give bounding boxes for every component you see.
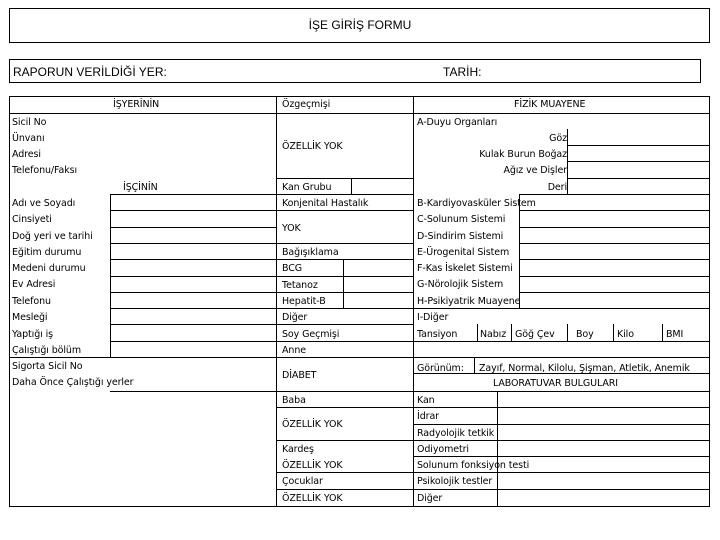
history-row-line [276,357,413,358]
system-divider [519,194,520,308]
lab-item: Psikolojik testler [417,476,493,487]
congenital-label: Konjenital Hastalık [282,198,369,209]
vital-divider [567,324,568,341]
appearance-divider [474,357,475,373]
worker-row-line [110,292,276,293]
lab-item: Odiyometri [417,444,469,455]
father-label: Baba [282,395,306,406]
no-feature-text: ÖZELLİK YOK [282,419,343,430]
worker-row-line [110,210,276,211]
exam-row-line [413,341,710,342]
exam-row-line [567,178,710,179]
exam-row-line [567,161,710,162]
exam-row-line [413,308,710,309]
system-item: B-Kardiyovasküler Sistem [417,198,536,209]
appearance-label: Görünüm: [417,363,464,374]
system-item: E-Ürogenital Sistem [417,247,510,258]
column-divider-2 [413,96,414,507]
exam-row-line [413,373,710,374]
worker-row-line [110,227,276,228]
worker-row-line [9,357,276,358]
exam-row-line [519,259,710,260]
history-row-line [276,259,413,260]
no-feature-text: ÖZELLİK YOK [282,141,343,152]
history-row-line [276,341,413,342]
lab-row-line [413,472,710,473]
siblings-label: Kardeş [282,444,314,455]
worker-field: Çalıştığı bölüm [12,345,81,356]
worker-field: Telefonu [12,296,51,307]
lab-row-line [413,456,710,457]
lab-item: Solunum fonksiyon testi [417,460,530,471]
vital-divider [662,324,663,341]
mother-label: Anne [282,345,306,356]
sensory-item: Deri [547,182,567,193]
lab-row-line [413,440,710,441]
blood-group-divider [351,178,352,194]
exam-row-line [413,391,710,392]
exam-row-line [519,194,710,195]
vital-weight-label: Kilo [617,329,634,340]
appearance-options: Zayıf, Normal, Kilolu, Şişman, Atletik, Anemik [479,363,690,374]
history-row-line [276,292,413,293]
history-row-line [276,194,413,195]
worker-row-line [110,391,276,392]
exam-row-line [413,357,710,358]
system-item: H-Psikiyatrik Muayene [417,296,521,307]
lab-item: Diğer [417,493,443,504]
workplace-field: Adresi [12,149,41,160]
history-row-line [276,276,413,277]
vital-tension-label: Tansiyon [417,329,458,340]
vital-divider [613,324,614,341]
header-row-line [9,113,710,114]
workplace-field: Ünvanı [12,133,45,144]
vaccine-item: Tetanoz [282,280,318,291]
vital-divider [477,324,478,341]
worker-field: Ev Adresi [12,279,56,290]
worker-row-line [110,276,276,277]
exam-row-line [519,276,710,277]
history-row-line [276,440,413,441]
worker-field: Cinsiyeti [12,214,52,225]
family-history-label: Soy Geçmişi [282,329,340,340]
worker-field: Medeni durumu [12,263,86,274]
history-row-line [276,210,413,211]
lab-heading: LABORATUVAR BULGULARI [493,378,618,389]
vaccine-item: Hepatit-B [282,296,326,307]
worker-heading: İŞÇİNİN [123,182,158,193]
history-row-line [276,472,413,473]
system-item: D-Sindirim Sistemi [417,231,504,242]
worker-field: Doğ yeri ve tarihi [12,231,93,242]
main-table [9,96,710,507]
worker-row-line [110,243,276,244]
system-item: G-Nörolojik Sistem [417,279,504,290]
sensory-item: Kulak Burun Boğaz [479,149,567,160]
vaccine-divider [343,259,344,308]
lab-item: İdrar [417,411,439,422]
worker-field: Daha Önce Çalıştığı yerler [12,377,134,388]
worker-row-line [110,259,276,260]
vaccine-item: BCG [282,263,303,274]
exam-heading: FİZİK MUAYENE [514,99,586,110]
form-title: İŞE GİRİŞ FORMU [308,18,412,32]
worker-field: Mesleği [12,312,48,323]
children-label: Çocuklar [282,476,323,487]
worker-row-line [110,324,276,325]
none-text: YOK [282,223,301,234]
lab-row-line [413,424,710,425]
lab-item: Kan [417,395,435,406]
vital-divider [511,324,512,341]
sensory-organs-label: A-Duyu Organları [417,117,498,128]
worker-row-line [110,308,276,309]
vital-height-label: Boy [576,329,594,340]
history-row-line [276,407,413,408]
exam-row-line [519,210,710,211]
exam-row-line [519,227,710,228]
column-divider-1 [276,96,277,507]
history-row-line [276,178,413,179]
worker-row-line [110,194,276,195]
lab-row-line [413,407,710,408]
workplace-heading: İŞYERİNİN [113,99,160,110]
lab-item: Radyolojik tetkik [417,428,495,439]
history-heading: Özgeçmişi [282,99,331,110]
exam-row-line [519,243,710,244]
sensory-item: Ağız ve Dişler [503,165,567,176]
worker-field: Eğitim durumu [12,247,82,258]
sensory-item: Göz [549,133,567,144]
exam-row-line [519,292,710,293]
workplace-field: Sicil No [12,117,47,128]
history-row-line [276,391,413,392]
vital-bmi-label: BMI [666,329,684,340]
worker-field: Adı ve Soyadı [12,198,76,209]
vital-pulse-label: Nabız [480,329,507,340]
report-issuer-label: RAPORUN VERİLDİĞİ YER: [13,65,167,79]
no-feature-text: ÖZELLİK YOK [282,460,343,471]
exam-row-line [567,145,710,146]
history-row-line [276,489,413,490]
system-item: C-Solunum Sistemi [417,214,506,225]
history-row-line [276,243,413,244]
vaccination-label: Bağışıklama [282,247,339,258]
worker-field: Sigorta Sicil No [12,361,83,372]
system-item: F-Kas İskelet Sistemi [417,263,513,274]
worker-field: Yaptığı iş [12,329,53,340]
no-feature-text: ÖZELLİK YOK [282,493,343,504]
vital-chest-label: Göğ Çev [515,329,555,340]
history-row-line [276,308,413,309]
date-label: TARİH: [443,65,482,79]
worker-row-line [110,341,276,342]
workplace-field: Telefonu/Faksı [12,165,78,176]
diabetes-text: DİABET [282,370,317,381]
system-item: I-Diğer [417,312,449,323]
blood-group-label: Kan Grubu [282,182,332,193]
lab-row-line [413,489,710,490]
vaccine-item: Diğer [282,312,308,323]
history-row-line [276,324,413,325]
